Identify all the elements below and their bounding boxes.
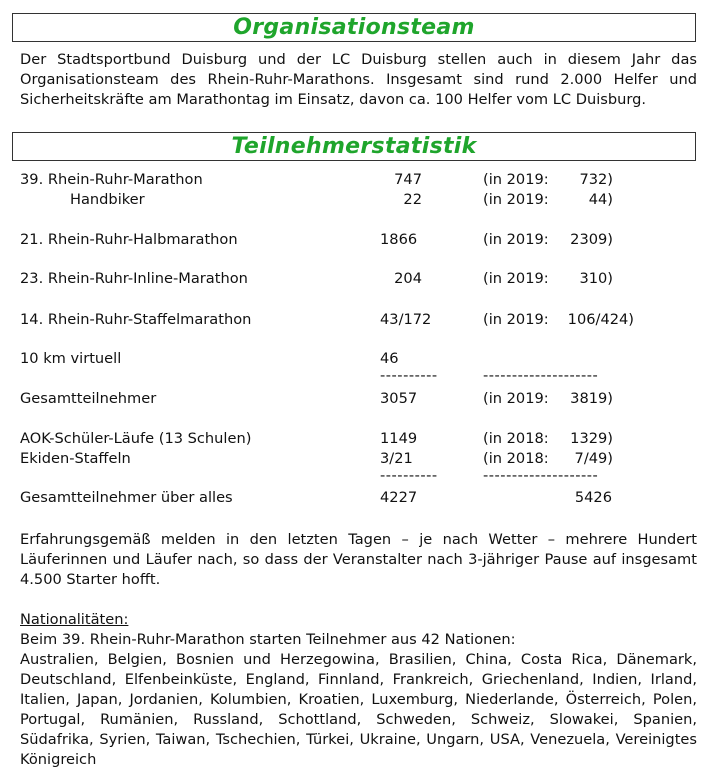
nations-heading (20, 610, 697, 630)
stat-row-ekiden (0, 450, 710, 470)
stat-value: 1149 (380, 430, 418, 447)
stat-label: 10 km virtuell (20, 350, 122, 367)
stat-row-gesamt-alles (0, 489, 710, 509)
stat-label: Ekiden-Staffeln (20, 450, 131, 467)
stats-title: Teilnehmerstatistik (231, 134, 477, 159)
stat-label: 23. Rhein-Ruhr-Inline-Marathon (20, 270, 248, 287)
stat-compare-value: 3819) (570, 390, 613, 407)
nations-intro: Beim 39. Rhein-Ruhr-Marathon starten Teilnehmer aus 42 Nationen: (20, 631, 516, 648)
stat-compare-prefix: (in 2019: (483, 231, 549, 248)
stat-row-gesamt (0, 390, 710, 410)
stats-title-box (12, 132, 696, 161)
org-title-box (12, 13, 696, 42)
nations-heading-text: Nationalitäten: (20, 611, 129, 628)
stat-label: 39. Rhein-Ruhr-Marathon (20, 171, 203, 188)
stat-row-marathon (0, 171, 710, 191)
stat-value: 1866 (380, 231, 418, 248)
stat-compare-value: 310) (579, 270, 613, 287)
stat-compare-prefix: (in 2019: (483, 191, 549, 208)
stat-row-schueler (0, 430, 710, 450)
stat-value: 747 (394, 171, 422, 188)
stat-compare-prefix: (in 2019: (483, 390, 549, 407)
note-text: Erfahrungsgemäß melden in den letzten Tagen – je nach Wetter – mehrere Hundert Läuferinnen und Läufer nach, so dass der Veranstalter nach 3-jähriger Pause auf insgesamt 4.500 Starter hofft. (20, 531, 697, 588)
stat-compare-prefix: (in 2018: (483, 450, 549, 467)
stat-compare-value: 7/49) (574, 450, 613, 467)
stat-value: 3/21 (380, 450, 413, 467)
stat-compare-prefix: (in 2019: (483, 171, 549, 188)
stat-compare-value: 106/424) (567, 311, 634, 328)
divider-long: -------------------- (483, 367, 599, 384)
stat-compare-prefix: (in 2019: (483, 311, 549, 328)
stat-divider (0, 469, 710, 483)
stat-label: Gesamtteilnehmer über alles (20, 489, 233, 506)
stat-compare-value: 732) (579, 171, 613, 188)
stat-compare-value: 44) (588, 191, 613, 208)
stat-row-staffel (0, 311, 710, 331)
org-text: Der Stadtsportbund Duisburg und der LC Duisburg stellen auch in diesem Jahr das Organisationsteam des Rhein-Ruhr-Marathons. Insgesamt sind rund 2.000 Helfer und Sicherheitskräfte am Marathontag im Einsatz, davon ca. 100 Helfer vom LC Duisburg. (20, 51, 697, 108)
stat-value: 43/172 (380, 311, 432, 328)
stat-label: AOK-Schüler-Läufe (13 Schulen) (20, 430, 252, 447)
stat-compare-value: 5426 (574, 489, 612, 506)
stat-value: 22 (403, 191, 422, 208)
stat-label: 14. Rhein-Ruhr-Staffelmarathon (20, 311, 252, 328)
stat-label: Gesamtteilnehmer (20, 390, 157, 407)
stat-compare-value: 1329) (570, 430, 613, 447)
divider-short: ---------- (380, 367, 438, 384)
stat-value: 46 (380, 350, 399, 367)
stat-compare-value: 2309) (570, 231, 613, 248)
stat-row-virtuell (0, 350, 710, 370)
stat-row-halbmarathon (0, 231, 710, 251)
stat-row-handbiker (0, 191, 710, 211)
stat-label: 21. Rhein-Ruhr-Halbmarathon (20, 231, 238, 248)
stat-compare-prefix: (in 2018: (483, 430, 549, 447)
stat-value: 4227 (380, 489, 418, 506)
stat-divider (0, 369, 710, 383)
stat-value: 204 (394, 270, 422, 287)
stat-value: 3057 (380, 390, 418, 407)
stat-label: Handbiker (70, 191, 145, 208)
divider-long: -------------------- (483, 467, 599, 484)
nations-list: Australien, Belgien, Bosnien und Herzegowina, Brasilien, China, Costa Rica, Dänemark, Deutschland, Elfenbeinküste, England, Finnland, Frankreich, Griechenland, Indien, Irland, Italien, Japan, Jordanien, Kolumbien, Kroatien, Luxemburg, Niederlande, Österreich, Polen, Portugal, Rumänien, Russland, Schottland, Schweden, Schweiz, Slowakei, Spanien, Südafrika, Syrien, Taiwan, Tschechien, Türkei, Ukraine, Ungarn, USA, Venezuela, Vereinigtes Königreich (20, 651, 697, 768)
stat-row-inline (0, 270, 710, 290)
divider-short: ---------- (380, 467, 438, 484)
org-title: Organisationsteam (233, 15, 475, 40)
stat-compare-prefix: (in 2019: (483, 270, 549, 287)
